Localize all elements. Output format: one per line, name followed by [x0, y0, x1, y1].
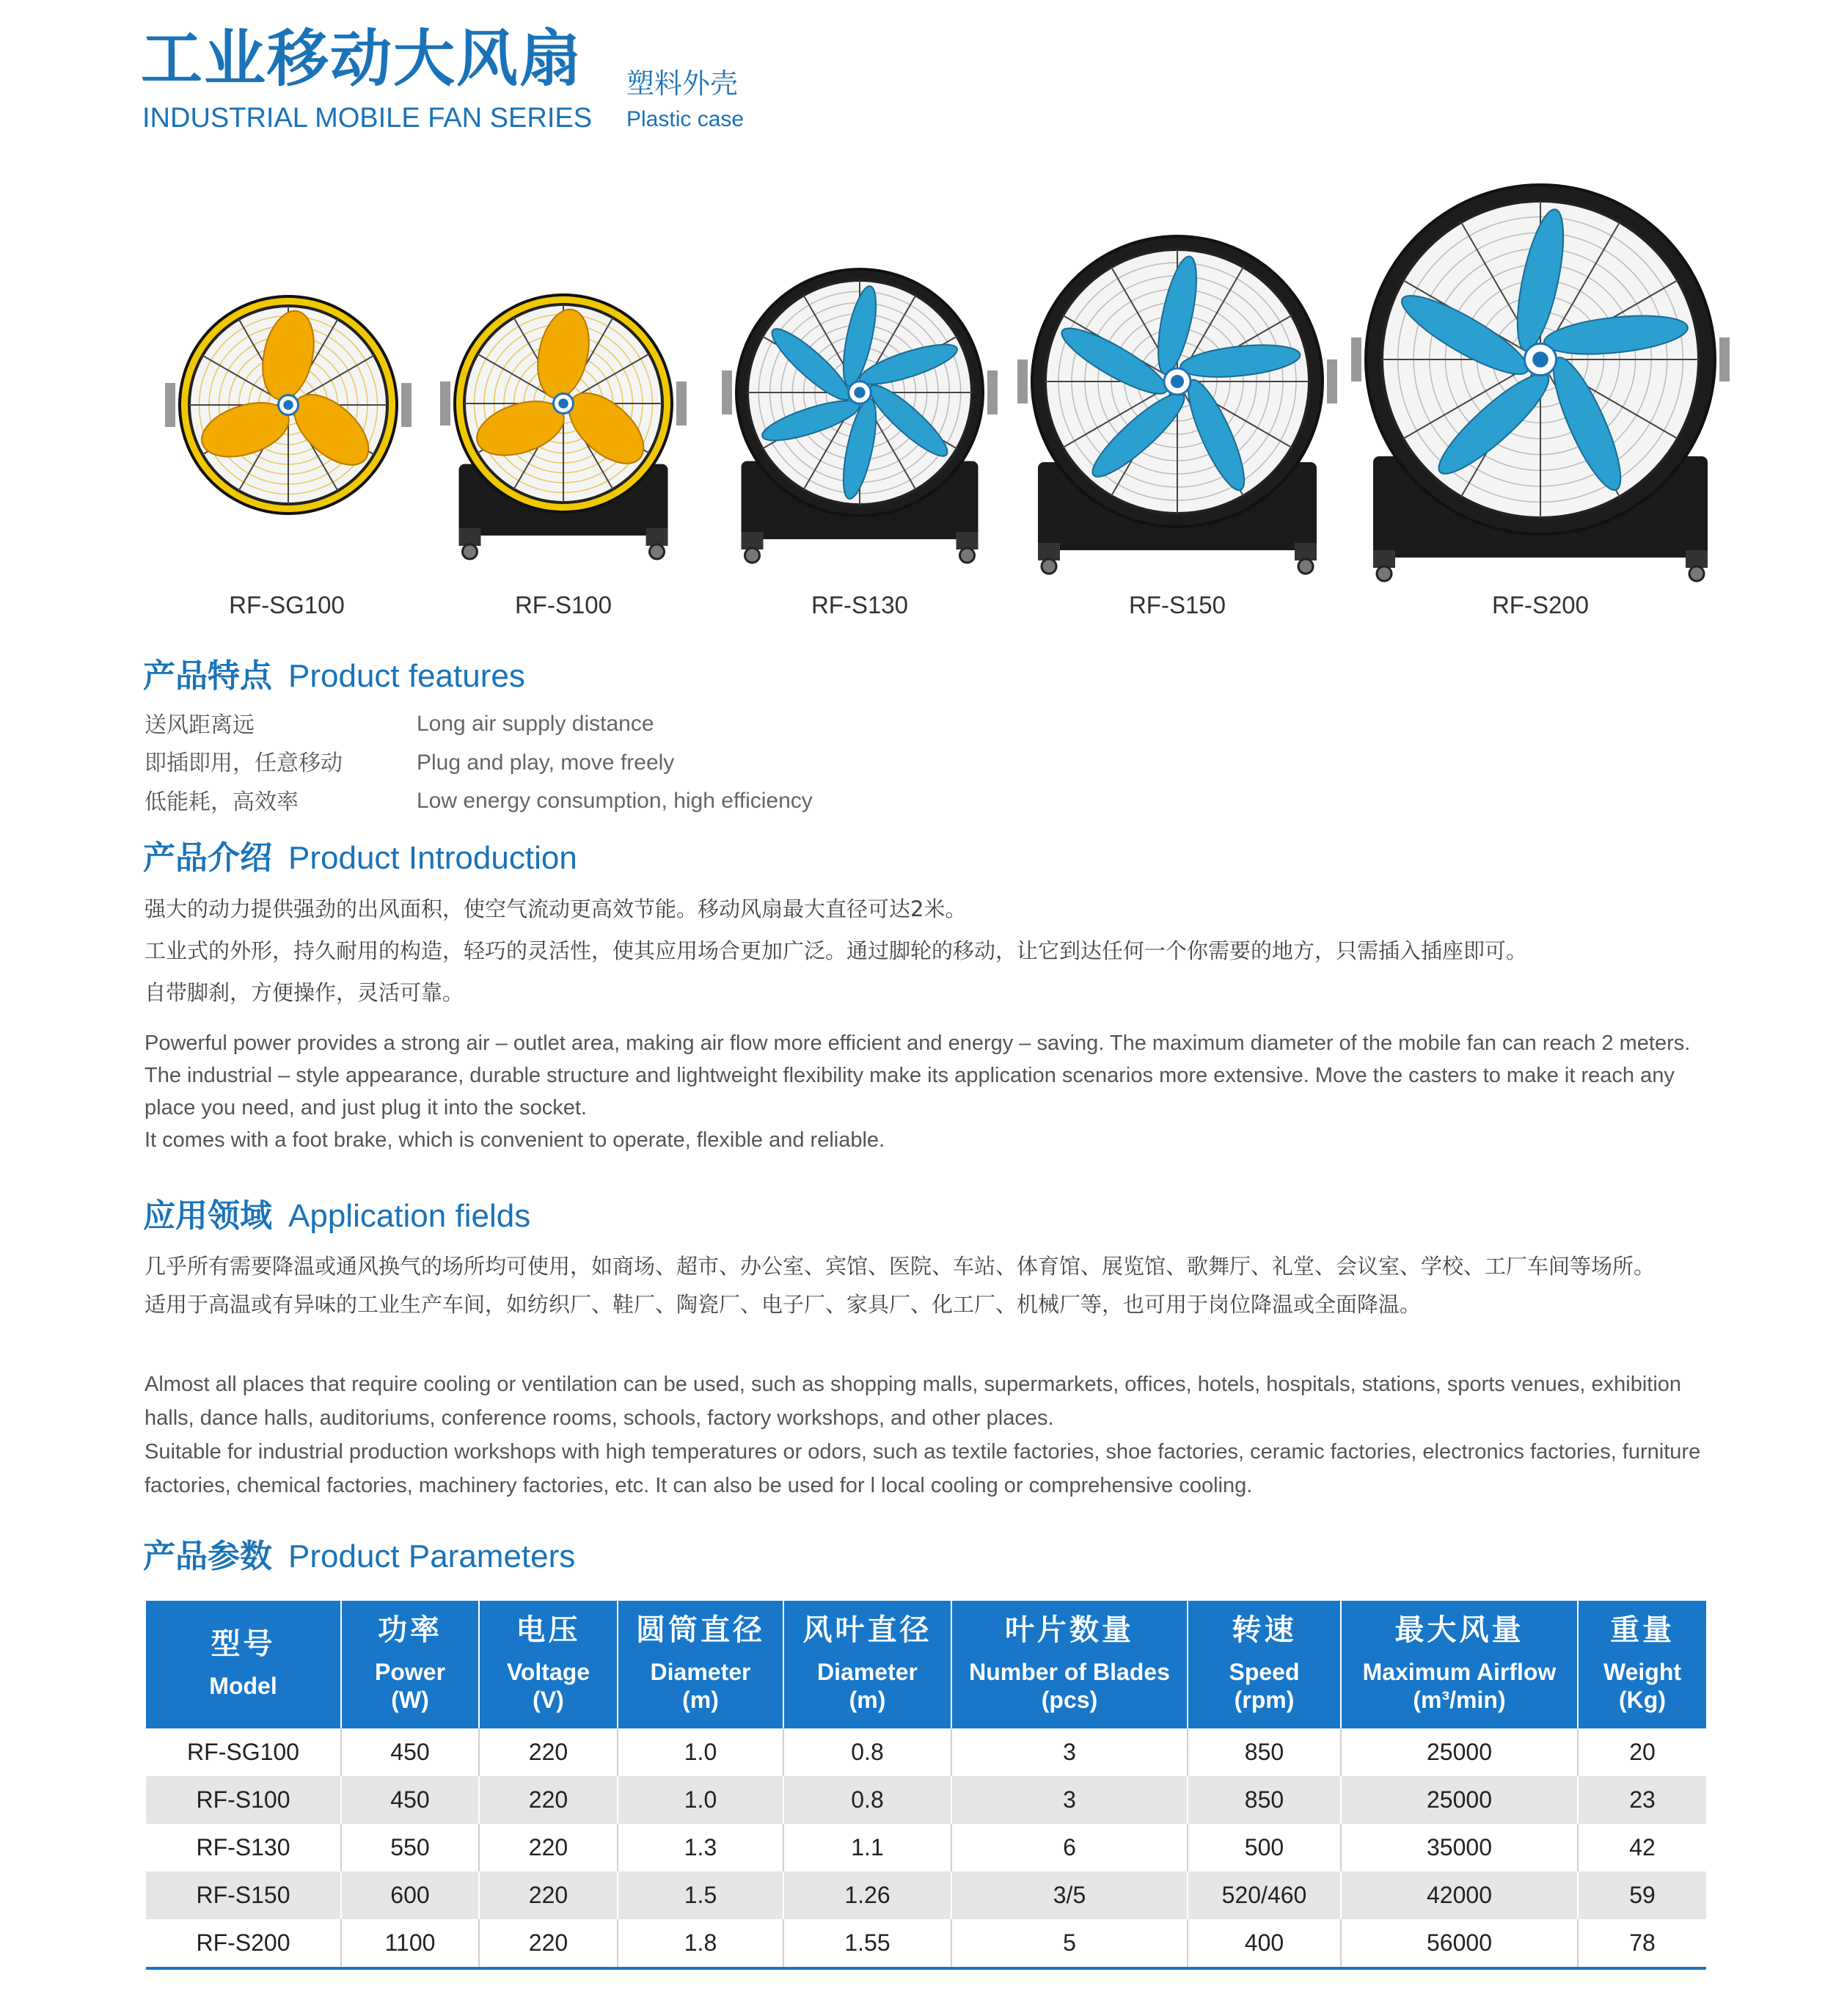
table-cell: 1.8: [618, 1919, 783, 1968]
fan-model-label: RF-S150: [1128, 591, 1226, 618]
feature-cn-3: 低能耗，高效率: [145, 789, 299, 815]
table-cell: 0.8: [783, 1776, 951, 1824]
col-header-weight: 重量 Weight (Kg): [1578, 1601, 1706, 1728]
col-header-model: 型号 Model: [146, 1601, 341, 1728]
table-cell: 600: [341, 1871, 479, 1919]
table-cell: 35000: [1341, 1824, 1578, 1871]
features-title: [143, 657, 525, 695]
page-title-cn: 工业移动大风扇: [141, 23, 583, 95]
table-cell: 1.1: [783, 1824, 951, 1871]
intro-en-para-1: Powerful power provides a strong air – outlet area, making air flow more efficient and energy – saving. The maximum diameter of the mobile fan can reach 2 meters.: [145, 1031, 1691, 1055]
table-cell: 400: [1188, 1919, 1341, 1968]
fan-image: [994, 213, 1361, 616]
application-cn-para-1: 几乎所有需要降温或通风换气的场所均可使用，如商场、超市、办公室、宾馆、医院、车站、体育馆、展览馆、歌舞厅、礼堂、会议室、学校、工厂车间等场所。: [145, 1254, 1656, 1279]
table-cell: 1.3: [618, 1824, 783, 1871]
parameters-title-cn: 产品参数: [143, 1538, 272, 1575]
application-cn-block: [145, 1247, 1714, 1323]
application-cn-para-2: 适用于高温或有异味的工业生产车间，如纺织厂、鞋厂、陶瓷厂、电子厂、家具厂、化工厂、机械厂等，也可用于岗位降温或全面降温。: [145, 1292, 1422, 1317]
table-cell: 0.8: [783, 1728, 951, 1776]
table-row: [146, 1871, 1706, 1919]
table-cell: 1.55: [783, 1919, 951, 1968]
table-cell: 1.26: [783, 1871, 951, 1919]
parameters-title-en: Product Parameters: [288, 1538, 576, 1574]
table-cell: 78: [1578, 1919, 1706, 1968]
fan-image: [1328, 161, 1753, 624]
table-cell: 42: [1578, 1824, 1706, 1871]
application-en-block: [145, 1367, 1714, 1502]
parameters-table: [146, 1601, 1706, 1970]
table-cell: 1.5: [618, 1871, 783, 1919]
feature-cn-1: 送风距离远: [145, 712, 255, 738]
fan-image: [698, 246, 1021, 605]
table-cell: 56000: [1341, 1919, 1578, 1968]
table-cell: 25000: [1341, 1728, 1578, 1776]
col-header-airflow: 最大风量 Maximum Airflow (m³/min): [1341, 1601, 1578, 1728]
feature-en-1: Long air supply distance: [417, 712, 654, 736]
table-cell: 850: [1188, 1728, 1341, 1776]
fan-model-label: RF-S130: [811, 591, 909, 618]
table-row: [146, 1776, 1706, 1824]
table-cell: RF-S100: [146, 1776, 341, 1824]
table-cell: 3/5: [951, 1871, 1188, 1919]
col-header-blades: 叶片数量 Number of Blades (pcs): [951, 1601, 1188, 1728]
feature-en-2: Plug and play, move freely: [417, 750, 675, 775]
fan-model-label: RF-SG100: [229, 591, 345, 618]
table-cell: 20: [1578, 1728, 1706, 1776]
table-cell: 5: [951, 1919, 1188, 1968]
subtitle-en: Plastic case: [626, 107, 745, 131]
fan-image: [142, 273, 435, 552]
intro-cn-line-1: 强大的动力提供强劲的出风面积，使空气流动更高效节能。移动风扇最大直径可达2米。: [145, 896, 967, 921]
table-body: [146, 1728, 1706, 1968]
table-cell: 59: [1578, 1871, 1706, 1919]
table-cell: 220: [479, 1728, 618, 1776]
intro-title-en: Product Introduction: [288, 840, 577, 876]
table-cell: RF-S150: [146, 1871, 341, 1919]
table-cell: 850: [1188, 1776, 1341, 1824]
table-cell: 23: [1578, 1776, 1706, 1824]
table-row: [146, 1728, 1706, 1776]
table-cell: 1100: [341, 1919, 479, 1968]
intro-cn-line-3: 自带脚刹，方便操作，灵活可靠。: [145, 980, 464, 1005]
table-cell: 520/460: [1188, 1871, 1341, 1919]
table-cell: RF-SG100: [146, 1728, 341, 1776]
fan-model-label: RF-S100: [514, 591, 612, 618]
application-title: [143, 1197, 531, 1235]
table-cell: 450: [341, 1776, 479, 1824]
table-cell: 220: [479, 1824, 618, 1871]
table-row: [146, 1824, 1706, 1871]
col-header-speed: 转速 Speed (rpm): [1188, 1601, 1341, 1728]
feature-cn-2: 即插即用，任意移动: [145, 750, 343, 776]
features-title-cn: 产品特点: [143, 657, 272, 695]
table-cell: 220: [479, 1919, 618, 1968]
features-title-en: Product features: [288, 658, 525, 694]
parameters-title: [143, 1538, 576, 1575]
table-cell: 220: [479, 1776, 618, 1824]
application-title-cn: 应用领域: [143, 1197, 272, 1235]
table-cell: 450: [341, 1728, 479, 1776]
table-cell: 220: [479, 1871, 618, 1919]
table-header-row: [146, 1601, 1706, 1728]
table-cell: 1.0: [618, 1776, 783, 1824]
fan-model-label: RF-S200: [1491, 591, 1590, 618]
subtitle-cn: 塑料外壳: [626, 67, 739, 100]
intro-en-block: [145, 1027, 1714, 1156]
table-row: [146, 1919, 1706, 1968]
table-cell: 3: [951, 1728, 1188, 1776]
col-header-drum-diameter: 圆筒直径 Diameter (m): [618, 1601, 783, 1728]
feature-en-3: Low energy consumption, high efficiency: [417, 789, 813, 813]
intro-en-para-2: The industrial – style appearance, durable structure and lightweight flexibility make its application scenarios more extensive. Move the casters to make it reach any place you need, and just plug it into the socket.: [145, 1064, 1675, 1120]
col-header-voltage: 电压 Voltage (V): [479, 1601, 618, 1728]
table-cell: 42000: [1341, 1871, 1578, 1919]
table-cell: RF-S200: [146, 1919, 341, 1968]
table-cell: 25000: [1341, 1776, 1578, 1824]
application-title-en: Application fields: [288, 1198, 531, 1234]
table-cell: RF-S130: [146, 1824, 341, 1871]
intro-title: [143, 839, 577, 877]
application-en-para-2: Suitable for industrial production workshops with high temperatures or odors, such as textile factories, shoe factories, ceramic factories, electronics factories, furniture factories, chemical factories, machinery factories, etc. It can also be used for l local cooling or comprehensive cooling.: [145, 1440, 1701, 1497]
table-cell: 500: [1188, 1824, 1341, 1871]
table-cell: 3: [951, 1776, 1188, 1824]
table-cell: 6: [951, 1824, 1188, 1871]
table-cell: 1.0: [618, 1728, 783, 1776]
intro-title-cn: 产品介绍: [143, 839, 272, 877]
intro-en-para-3: It comes with a foot brake, which is convenient to operate, flexible and reliable.: [145, 1128, 885, 1152]
page-title-en: INDUSTRIAL MOBILE FAN SERIES: [142, 103, 593, 134]
fan-image: [417, 271, 710, 602]
application-en-para-1: Almost all places that require cooling or ventilation can be used, such as shopping malls, supermarkets, offices, hotels, hospitals, stations, sports venues, exhibition halls, dance halls, auditoriums, conference rooms, schools, factory workshops, and other places.: [145, 1373, 1682, 1430]
col-header-blade-diameter: 风叶直径 Diameter (m): [783, 1601, 951, 1728]
table-cell: 550: [341, 1824, 479, 1871]
intro-cn-line-2: 工业式的外形，持久耐用的构造，轻巧的灵活性，使其应用场合更加广泛。通过脚轮的移动，让它到达任何一个你需要的地方，只需插入插座即可。: [145, 938, 1528, 963]
col-header-power: 功率 Power (W): [341, 1601, 479, 1728]
